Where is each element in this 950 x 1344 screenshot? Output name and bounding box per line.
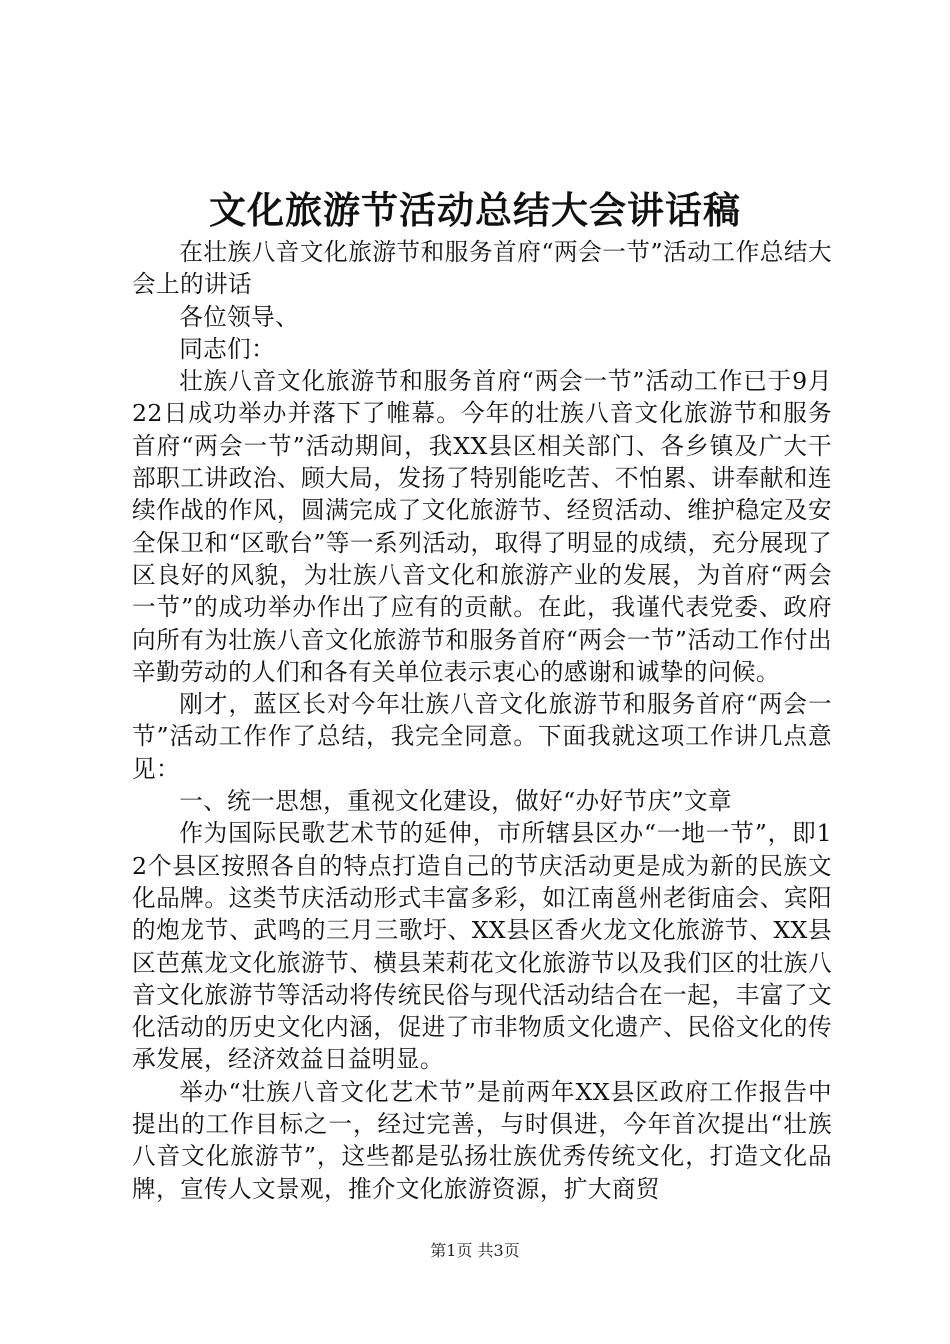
paragraph-salutation-comrades: 同志们： <box>179 334 276 363</box>
section-heading: 一、统一思想，重视文化建设，做好“办好节庆”文章 <box>179 787 732 816</box>
paragraph-body: 壮族八音文化旅游节和服务首府“两会一节”活动工作已于9月22日成功举办并落下了帷幕。今年的壮族八音文化旅游节和服务首府“两会一节”活动期间，我XX县区相关部门、各乡镇及广大干部职工讲政治、顾大局，发扬了特别能吃苦、不怕累、讲奉献和连续作战的作风，圆满完成了文化旅游节、经贸活动、维护稳定及安全保卫和“区歌台”等一系列活动，取得了明显的成绩，充分展现了区良好的风貌，为壮族八音文化和旅游产业的发展，为首府“两会一节”的成功举办作出了应有的贡献。在此，我谨代表党委、政府向所有为壮族八音文化旅游节和服务首府“两会一节”活动工作付出辛勤劳动的人们和各有关单位表示衷心的感谢和诚挚的问候。 <box>132 367 832 686</box>
paragraph-body: 举办“壮族八音文化艺术节”是前两年XX县区政府工作报告中提出的工作目标之一，经过完善，与时俱进，今年首次提出“壮族八音文化旅游节”，这些都是弘扬壮族优秀传统文化，打造文化品牌，宣传人文景观，推介文化旅游资源，扩大商贸 <box>132 1077 832 1203</box>
paragraph-salutation-leaders: 各位领导、 <box>179 302 300 331</box>
paragraph-body: 刚才，蓝区长对今年壮族八音文化旅游节和服务首府“两会一节”活动工作作了总结，我完全同意。下面我就这项工作讲几点意见： <box>132 690 832 783</box>
paragraph-subtitle: 在壮族八音文化旅游节和服务首府“两会一节”活动工作总结大会上的讲话 <box>132 238 832 299</box>
document-body <box>132 236 832 1205</box>
page-number-footer: 第1页 共3页 <box>430 1241 520 1260</box>
document-title: 文化旅游节活动总结大会讲话稿 <box>209 188 741 232</box>
paragraph-body: 作为国际民歌艺术节的延伸，市所辖县区办“一地一节”，即12个县区按照各自的特点打造自己的节庆活动更是成为新的民族文化品牌。这类节庆活动形式丰富多彩，如江南邕州老街庙会、宾阳的炮龙节、武鸣的三月三歌圩、XX县区香火龙文化旅游节、XX县区芭蕉龙文化旅游节、横县茉莉花文化旅游节以及我们区的壮族八音文化旅游节等活动将传统民俗与现代活动结合在一起，丰富了文化活动的历史文化内涵，促进了市非物质文化遗产、民俗文化的传承发展，经济效益日益明显。 <box>132 819 832 1074</box>
